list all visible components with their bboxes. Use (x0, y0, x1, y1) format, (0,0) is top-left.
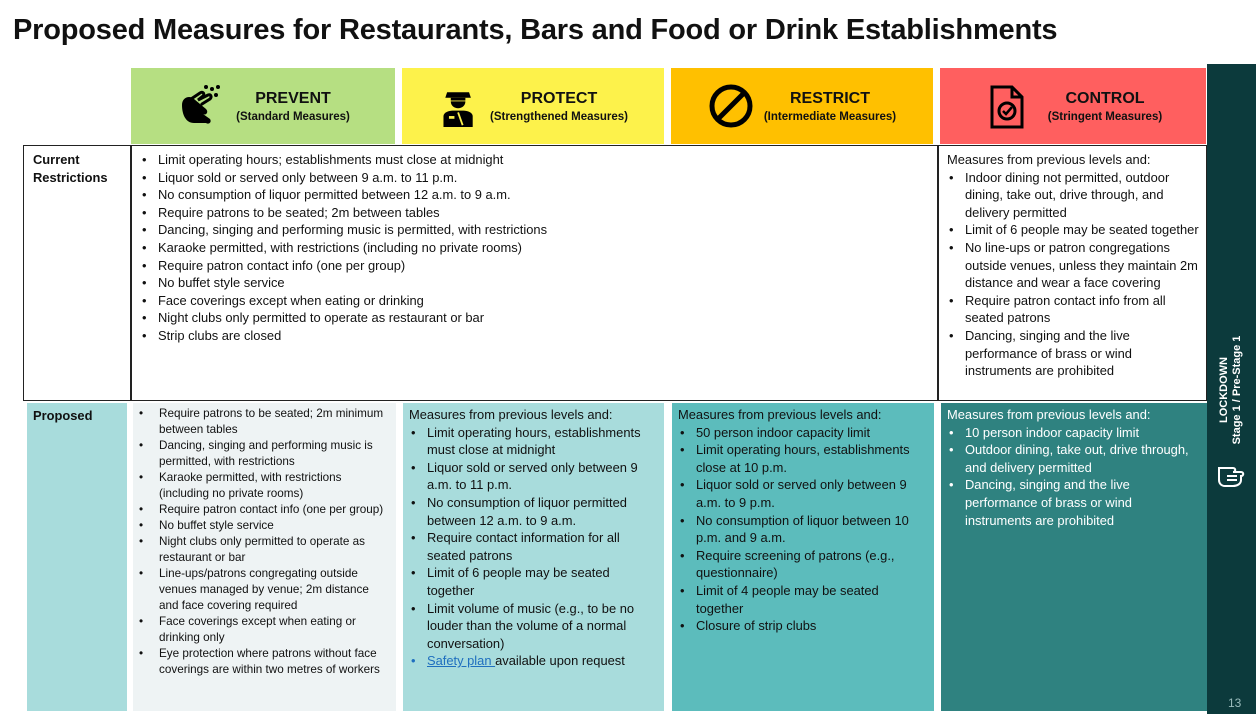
list-item: • Limit operating hours, establishments close at 10 p.m. (678, 441, 928, 476)
list-item: • Karaoke permitted, with restrictions (including no private rooms) (137, 470, 386, 502)
column-subtitle: (Standard Measures) (236, 110, 350, 123)
safety-plan-text: available upon request (495, 653, 625, 669)
list-item: • Indoor dining not permitted, outdoor dining, take out, drive through, and delivery permitted (947, 169, 1199, 222)
list-item: • No line-ups or patron congregations outside venues, unless they maintain 2m distance and wear a face covering (947, 239, 1199, 292)
list-item: • Limit of 4 people may be seated together (678, 582, 928, 617)
restrict-intro: Measures from previous levels and: (678, 407, 882, 422)
column-title: PREVENT (255, 89, 331, 107)
list-item: • Limit volume of music (e.g., to be no louder than the volume of a normal conversation) (409, 600, 658, 653)
list-item: • Dancing, singing and performing music is permitted, with restrictions (137, 438, 386, 470)
header-restrict (671, 68, 933, 144)
column-title: PROTECT (520, 89, 598, 107)
proposed-label-cell (27, 403, 127, 711)
list-item: • Limit operating hours, establishments must close at midnight (409, 424, 658, 459)
lockdown-title: LOCKDOWN (1218, 357, 1230, 424)
list-item: • Liquor sold or served only between 9 a.m. to 11 p.m. (409, 459, 658, 494)
column-title: RESTRICT (789, 89, 870, 107)
lockdown-stage: Stage 1 / Pre-Stage 1 (1231, 335, 1243, 445)
list-item: • Face coverings except when eating or drinking (140, 292, 930, 310)
list-item: • Require patron contact info from all seated patrons (947, 292, 1199, 327)
list-item: • No consumption of liquor permitted between 12 a.m. to 9 a.m. (140, 186, 930, 204)
list-item: • Limit of 6 people may be seated together (947, 221, 1199, 239)
list-item: • No buffet style service (137, 518, 386, 534)
control-intro: Measures from previous levels and: (947, 407, 1151, 422)
list-item: • Require screening of patrons (e.g., questionnaire) (678, 547, 928, 582)
list-item: • Night clubs only permitted to operate as restaurant or bar (137, 534, 386, 566)
current-divider-left (130, 145, 132, 401)
prohibited-icon (708, 83, 754, 129)
header-protect (402, 68, 664, 144)
list-item: • Limit of 6 people may be seated together (409, 564, 658, 599)
list-item: • Night clubs only permitted to operate as restaurant or bar (140, 309, 930, 327)
lockdown-label (1218, 336, 1244, 445)
list-item: • Dancing, singing and the live performance of brass or wind instruments are prohibited (947, 476, 1199, 529)
list-item-safety-plan (409, 652, 658, 670)
column-title: CONTROL (1065, 89, 1145, 107)
hand-washing-icon (176, 83, 222, 129)
stop-hand-icon (1215, 458, 1247, 490)
list-item: • Limit operating hours; establishments must close at midnight (140, 151, 930, 169)
list-item: • Strip clubs are closed (140, 327, 930, 345)
current-control (947, 151, 1199, 380)
list-item: • Closure of strip clubs (678, 617, 928, 635)
list-item: • Dancing, singing and performing music is permitted, with restrictions (140, 221, 930, 239)
header-prevent (131, 68, 395, 144)
list-item: • Eye protection where patrons without face coverings are within two metres of workers (137, 646, 386, 678)
proposed-protect (403, 403, 664, 711)
column-subtitle: (Stringent Measures) (1047, 110, 1163, 123)
list-item: • Outdoor dining, take out, drive through, and delivery permitted (947, 441, 1199, 476)
current-divider-right (937, 145, 939, 401)
protect-intro: Measures from previous levels and: (409, 407, 613, 422)
list-item: • Require patron contact info (one per group) (137, 502, 386, 518)
proposed-prevent (133, 403, 396, 711)
list-item: • 50 person indoor capacity limit (678, 424, 928, 442)
list-item: • Require patron contact info (one per group) (140, 257, 930, 275)
list-item: • Line-ups/patrons congregating outside venues managed by venue; 2m distance and face covering required (137, 566, 386, 614)
list-item: • Liquor sold or served only between 9 a.m. to 11 p.m. (140, 169, 930, 187)
list-item: • Require patrons to be seated; 2m between tables (140, 204, 930, 222)
list-item: • Liquor sold or served only between 9 a.m. to 9 p.m. (678, 476, 928, 511)
list-item: • No consumption of liquor between 10 p.m. and 9 a.m. (678, 512, 928, 547)
list-item: • Require contact information for all seated patrons (409, 529, 658, 564)
row-label-proposed: Proposed (33, 408, 93, 423)
current-main (140, 151, 930, 345)
proposed-restrict (672, 403, 934, 711)
list-item: • No consumption of liquor permitted between 12 a.m. to 9 a.m. (409, 494, 658, 529)
proposed-control (941, 403, 1207, 711)
row-label-current: Current Restrictions (33, 152, 108, 185)
list-item: • No buffet style service (140, 274, 930, 292)
guard-icon (438, 83, 480, 129)
list-item: • Dancing, singing and the live performance of brass or wind instruments are prohibited (947, 327, 1199, 380)
list-item: • Karaoke permitted, with restrictions (including no private rooms) (140, 239, 930, 257)
column-subtitle: (Intermediate Measures) (763, 110, 897, 123)
page-title: Proposed Measures for Restaurants, Bars and Food or Drink Establishments (13, 14, 1058, 46)
column-subtitle: (Strengthened Measures) (489, 110, 629, 123)
document-check-icon (984, 83, 1030, 129)
list-item: • 10 person indoor capacity limit (947, 424, 1199, 442)
list-item: • Require patrons to be seated; 2m minimum between tables (137, 406, 386, 438)
list-item: • Face coverings except when eating or drinking only (137, 614, 386, 646)
header-control (940, 68, 1206, 144)
safety-plan-link[interactable]: Safety plan (427, 653, 496, 669)
control-intro: Measures from previous levels and: (947, 152, 1151, 167)
page-number: 13 (1228, 696, 1242, 710)
